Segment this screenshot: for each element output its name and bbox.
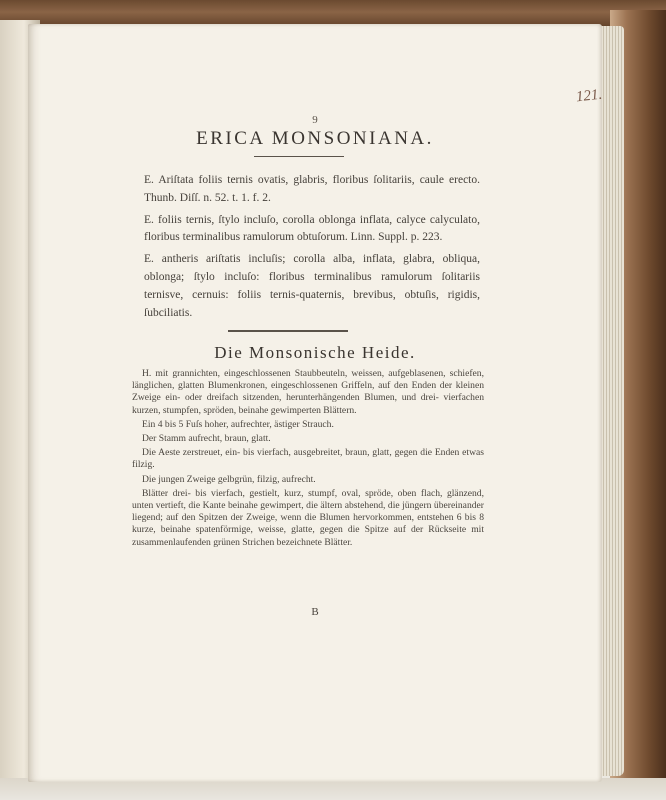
german-paragraph: Blätter drei- bis vierfach, gestielt, kurz, stumpf, oval, spröde, oben flach, glänzend, unten vertieft, die Kante beinahe gewimpert, die ältern abstehend, die jüngern übereinander liegend; auf den Spitzen der Zweige, wenn die Blumen hervorkommen, entstehen 6 bis 8 kurze, beinahe spatenförmige, weisse, glatte, gegen die Spitze auf der Rückseite mit zusammenlaufenden grünen Strichen bezeichnete Blätter. (132, 487, 484, 548)
page-title: ERICA MONSONIANA. (196, 128, 434, 149)
latin-paragraph: E. antheris ariſtatis incluſis; corolla alba, inflata, glabra, obliqua, oblonga; ſtylo incluſo: floribus terminalibus ramulorum ſolitariis ternisve, cernuis: foliis ternis-quaternis, brevibus, obtuſis, rigidis, ſubciliatis. (144, 253, 480, 319)
section-divider (228, 330, 348, 332)
signature-mark: B (311, 606, 319, 618)
german-heading: Die Monsonische Heide. (214, 343, 416, 362)
german-paragraph: Die jungen Zweige gelbgrün, filzig, aufrecht. (142, 473, 316, 485)
german-paragraph: Ein 4 bis 5 Fuſs hoher, aufrechter, ästiger Strauch. (142, 418, 334, 430)
german-paragraph: Der Stamm aufrecht, braun, glatt. (142, 433, 271, 445)
german-paragraph: Die Aeste zerstreuet, ein- bis vierfach, ausgebreitet, braun, glatt, gegen die Enden etwas filzig. (132, 447, 484, 471)
latin-paragraph: E. foliis ternis, ſtylo incluſo, corolla oblonga inflata, calyce calyculato, floribus terminalibus ramulorum obtuſorum. Linn. Suppl. p. 223. (144, 213, 480, 244)
handwritten-page-number: 121. (575, 86, 603, 106)
latin-paragraph: E. Ariſtata foliis ternis ovatis, glabris, floribus ſolitariis, caule erecto. Thunb. Diſſ. n. 52. t. 1. f. 2. (144, 174, 480, 204)
latin-description (144, 172, 480, 326)
german-paragraph: H. mit grannichten, eingeschlossenen Staubbeuteln, weissen, aufgeblasenen, schiefen, länglichen, glatten Blumenkronen, eingeschlossenen Griffeln, auf den Enden der kleinen Zweige ein- oder dreifach sitzenden, herunterhängenden Blumen, und drei- vierfachen kurzen, stumpfen, spröden, beinahe gewimperten Blättern. (132, 368, 484, 416)
german-description (132, 368, 484, 551)
title-divider (254, 156, 344, 157)
book-page (28, 24, 602, 782)
plate-number: 9 (312, 114, 318, 126)
